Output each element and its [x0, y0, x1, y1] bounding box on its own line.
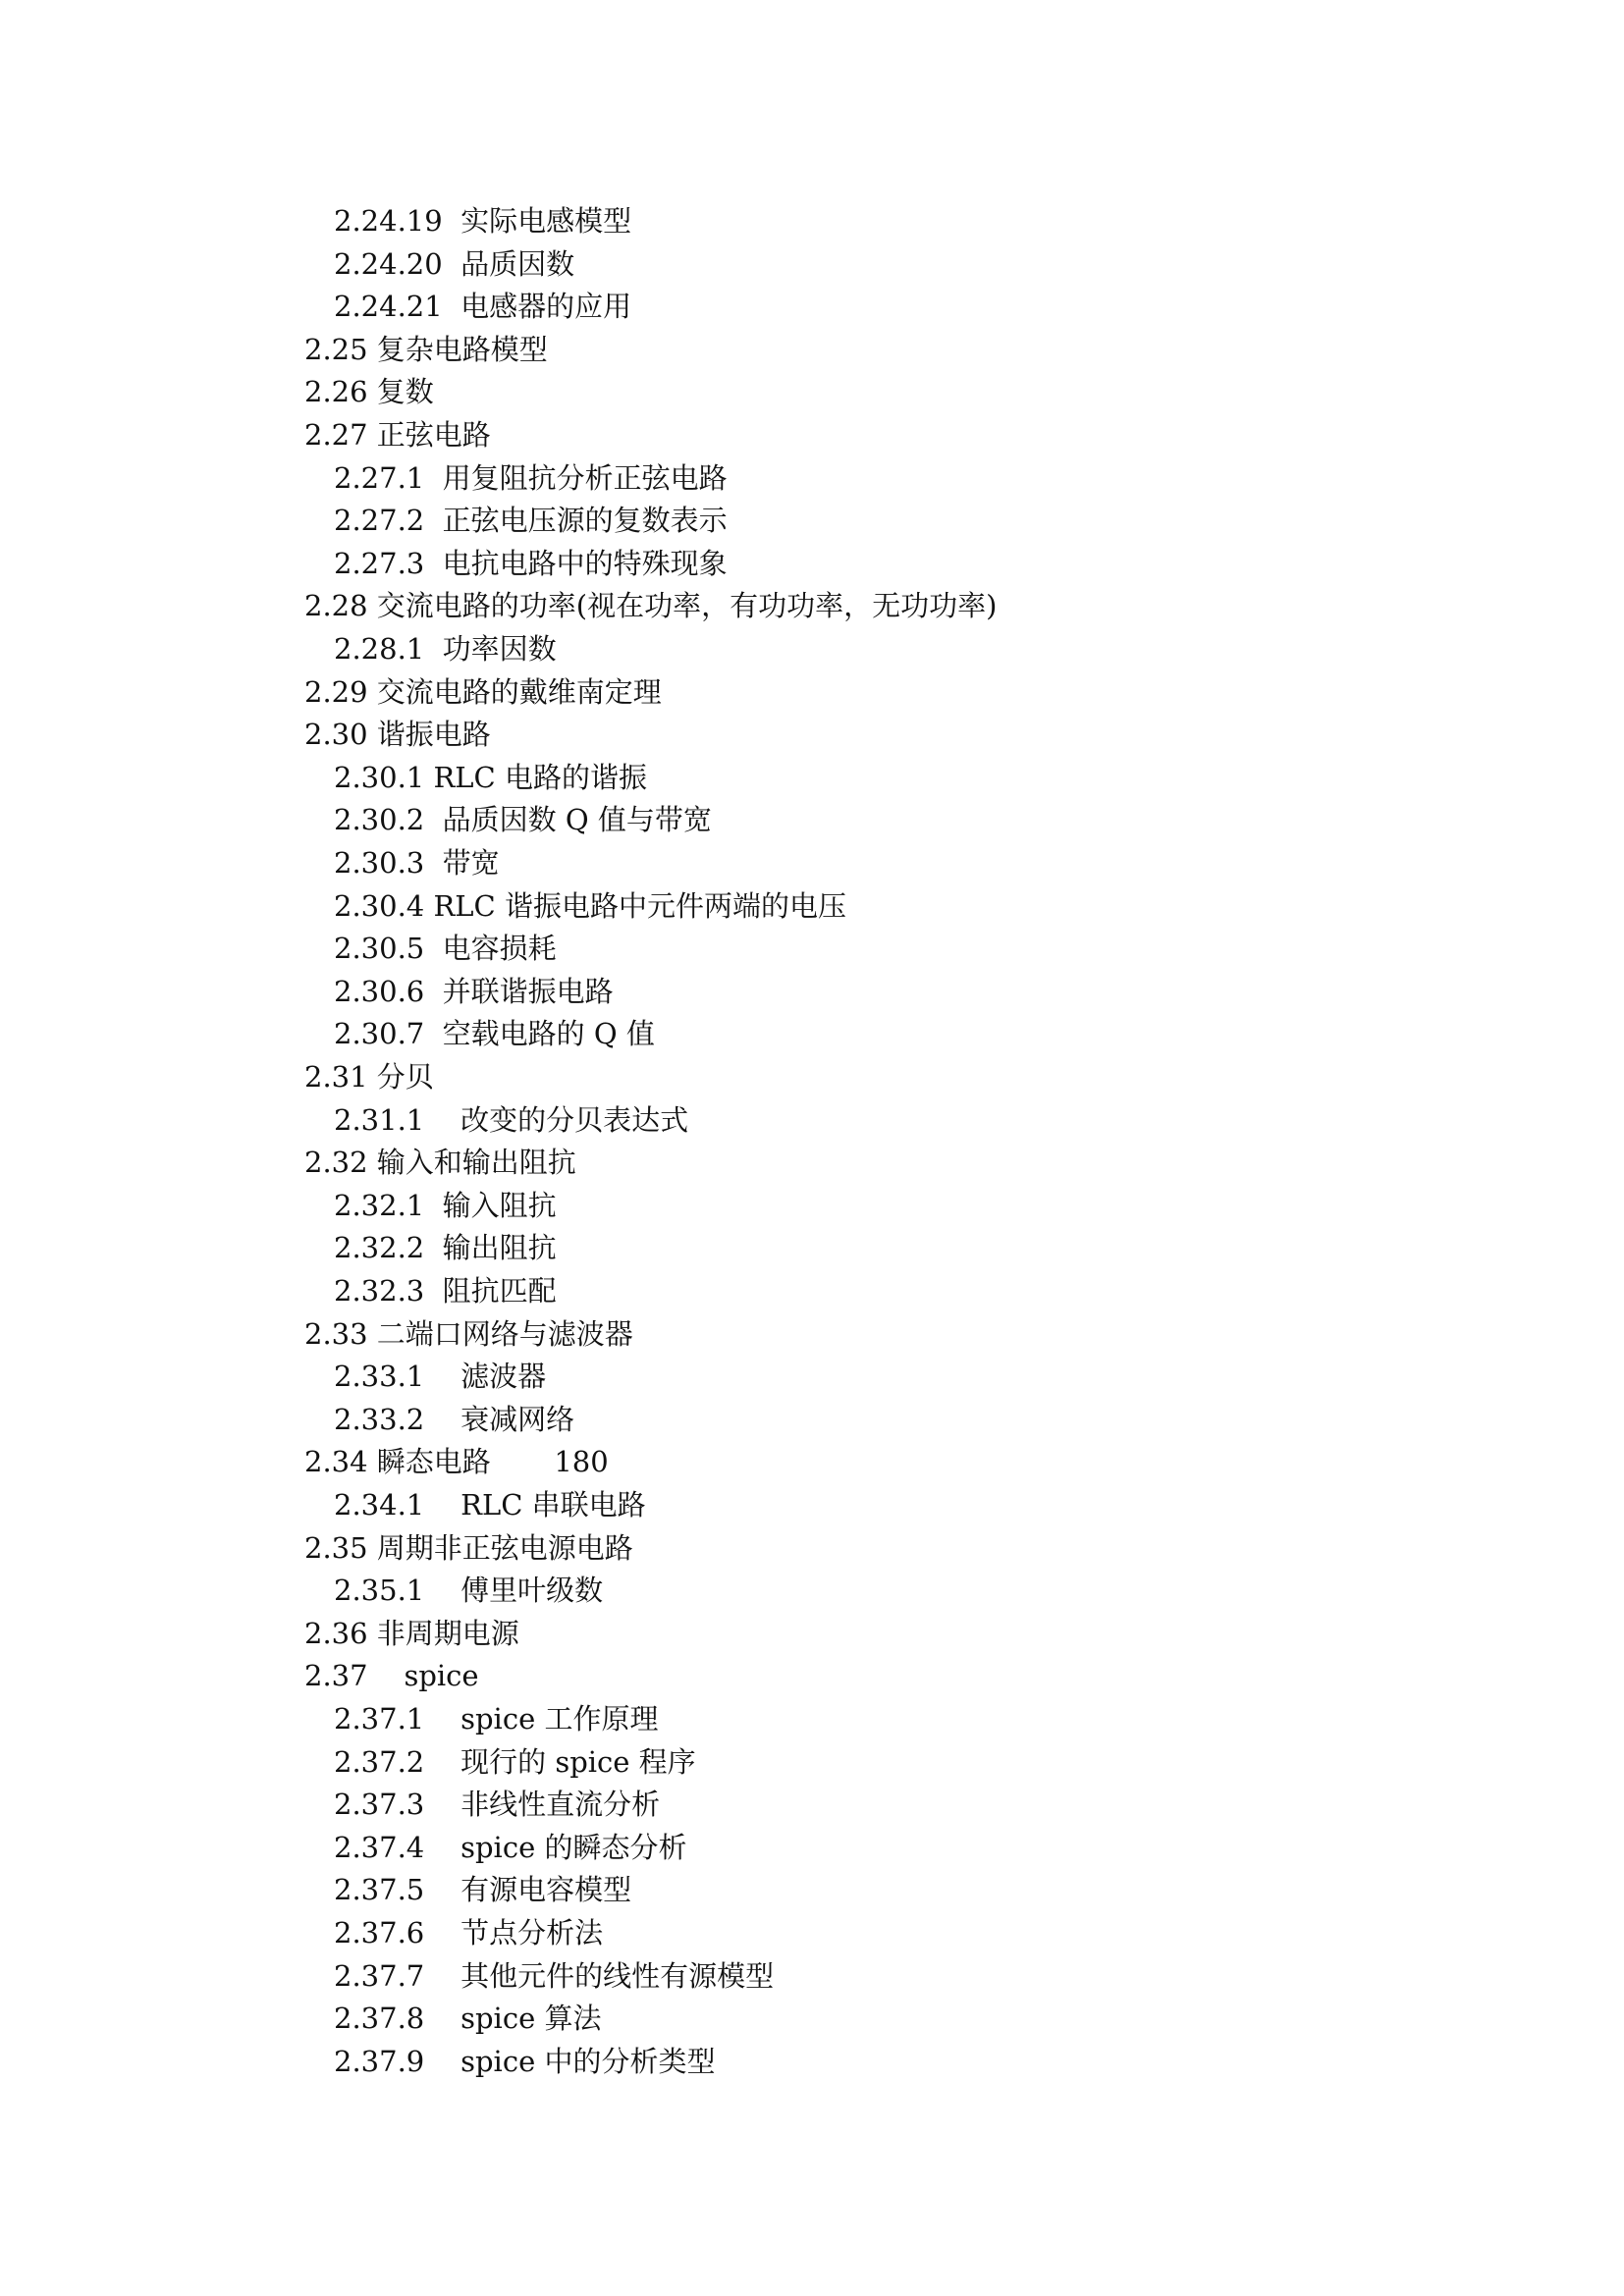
toc-subsection-entry: 2.24.21 电感器的应用: [334, 290, 632, 323]
toc-subsection-entry: 2.31.1 改变的分贝表达式: [334, 1103, 689, 1137]
toc-section-entry: 2.27 正弦电路: [304, 418, 491, 452]
toc-subsection-entry: 2.30.3 带宽: [334, 846, 500, 880]
toc-subsection-entry: 2.33.1 滤波器: [334, 1360, 547, 1393]
toc-section-entry: 2.36 非周期电源: [304, 1617, 519, 1650]
toc-section-entry: 2.31 分贝: [304, 1060, 434, 1094]
toc-subsection-entry: 2.28.1 功率因数: [334, 632, 557, 666]
toc-subsection-entry: 2.30.5 电容损耗: [334, 932, 557, 965]
toc-subsection-entry: 2.30.1 RLC 电路的谐振: [334, 761, 647, 794]
toc-subsection-entry: 2.37.6 节点分析法: [334, 1916, 604, 1949]
toc-subsection-entry: 2.37.1 spice 工作原理: [334, 1702, 659, 1735]
toc-subsection-entry: 2.24.19 实际电感模型: [334, 204, 632, 238]
toc-section-entry: 2.33 二端口网络与滤波器: [304, 1317, 633, 1351]
toc-subsection-entry: 2.37.4 spice 的瞬态分析: [334, 1831, 687, 1864]
toc-section-entry: 2.25 复杂电路模型: [304, 333, 548, 366]
toc-section-entry: 2.28 交流电路的功率(视在功率，有功功率，无功功率): [304, 589, 998, 622]
toc-section-entry: 2.29 交流电路的戴维南定理: [304, 675, 662, 709]
toc-subsection-entry: 2.27.1 用复阻抗分析正弦电路: [334, 461, 728, 495]
toc-subsection-entry: 2.37.7 其他元件的线性有源模型: [334, 1959, 775, 1993]
toc-subsection-entry: 2.33.2 衰减网络: [334, 1403, 575, 1436]
toc-subsection-entry: 2.37.9 spice 中的分析类型: [334, 2045, 716, 2078]
toc-subsection-entry: 2.34.1 RLC 串联电路: [334, 1488, 646, 1522]
toc-subsection-entry: 2.32.3 阻抗匹配: [334, 1274, 557, 1308]
toc-section-entry: 2.30 谐振电路: [304, 718, 491, 751]
toc-subsection-entry: 2.30.7 空载电路的 Q 值: [334, 1017, 655, 1050]
toc-subsection-entry: 2.30.6 并联谐振电路: [334, 975, 614, 1008]
toc-subsection-entry: 2.24.20 品质因数: [334, 247, 575, 281]
toc-subsection-entry: 2.35.1 傅里叶级数: [334, 1574, 604, 1607]
toc-subsection-entry: 2.27.3 电抗电路中的特殊现象: [334, 547, 728, 580]
toc-subsection-entry: 2.30.4 RLC 谐振电路中元件两端的电压: [334, 889, 846, 923]
toc-subsection-entry: 2.37.2 现行的 spice 程序: [334, 1745, 696, 1779]
toc-section-entry: 2.37 spice: [304, 1659, 479, 1692]
toc-subsection-entry: 2.37.8 spice 算法: [334, 2002, 602, 2035]
toc-section-entry: 2.34 瞬态电路 180: [304, 1445, 609, 1478]
toc-subsection-entry: 2.30.2 品质因数 Q 值与带宽: [334, 803, 712, 836]
toc-subsection-entry: 2.37.3 非线性直流分析: [334, 1788, 661, 1821]
toc-section-entry: 2.32 输入和输出阻抗: [304, 1146, 576, 1179]
toc-subsection-entry: 2.27.2 正弦电压源的复数表示: [334, 504, 728, 537]
toc-subsection-entry: 2.32.1 输入阻抗: [334, 1189, 557, 1222]
toc-subsection-entry: 2.37.5 有源电容模型: [334, 1873, 632, 1906]
toc-section-entry: 2.26 复数: [304, 375, 434, 408]
toc-section-entry: 2.35 周期非正弦电源电路: [304, 1531, 633, 1565]
toc-subsection-entry: 2.32.2 输出阻抗: [334, 1231, 557, 1264]
